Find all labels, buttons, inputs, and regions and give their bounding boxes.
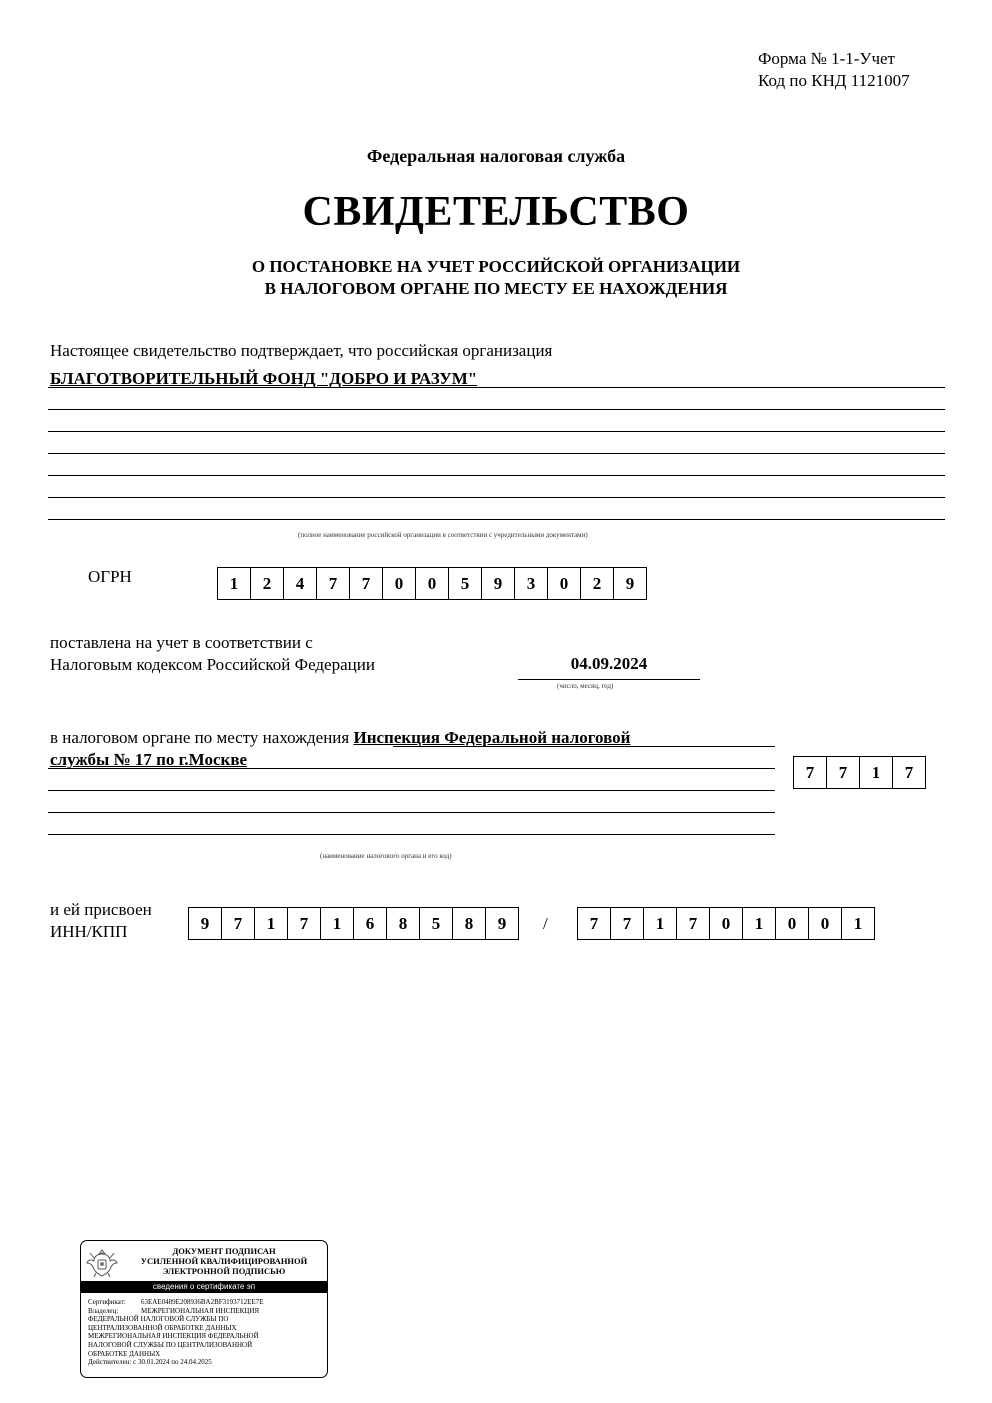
tax-authority-prefix: в налоговом органе по месту нахождения	[50, 728, 354, 747]
kpp-cells	[577, 907, 875, 940]
signature-stamp	[80, 1240, 328, 1378]
tax-code-digit: 7	[794, 757, 827, 788]
stamp-title-line-1: ДОКУМЕНТ ПОДПИСАН	[172, 1246, 276, 1256]
certificate-value: 63EAE0489E208936BA2BF3193712EE7E	[141, 1298, 264, 1306]
tax-code-digit: 7	[904, 763, 914, 782]
organization-name: БЛАГОТВОРИТЕЛЬНЫЙ ФОНД "ДОБРО И РАЗУМ"	[50, 369, 478, 388]
ogrn-digit: 0	[416, 568, 449, 599]
tax-line-5	[48, 834, 775, 835]
document-title: СВИДЕТЕЛЬСТВО	[302, 189, 690, 235]
ogrn-digit: 0	[383, 568, 416, 599]
tax-authority-hint: (наименование налогового органа и его код)	[320, 852, 452, 860]
date-hint: (число, месяц, год)	[557, 682, 614, 690]
ogrn-digit: 7	[317, 568, 350, 599]
owner-line-3: ЦЕНТРАЛИЗОВАННОЙ ОБРАБОТКЕ ДАННЫХ	[88, 1323, 237, 1332]
form-number: Форма № 1-1-Учет	[758, 49, 895, 68]
ogrn-label: ОГРН	[88, 567, 132, 586]
kpp-digit: 7	[611, 908, 644, 939]
kpp-digit: 7	[578, 908, 611, 939]
intro-text: Настоящее свидетельство подтверждает, что российская организация	[50, 341, 553, 360]
tax-authority-name-2: службы № 17 по г.Москве	[50, 750, 248, 769]
registration-line-1: поставлена на учет в соответствии с	[50, 633, 313, 652]
kpp-digit: 7	[677, 908, 710, 939]
agency-name: Федеральная налоговая служба	[366, 146, 626, 166]
inn-digit: 6	[354, 908, 387, 939]
owner-line-2: ФЕДЕРАЛЬНОЙ НАЛОГОВОЙ СЛУЖБЫ ПО	[88, 1315, 229, 1324]
stamp-owner-row	[88, 1307, 322, 1316]
coat-of-arms-icon	[85, 1246, 119, 1280]
inn-kpp-separator: /	[543, 914, 548, 933]
inn-digit: 9	[497, 914, 507, 933]
ogrn-digit: 1	[218, 568, 251, 599]
inn-digit: 9	[189, 908, 222, 939]
knd-code: Код по КНД 1121007	[758, 71, 910, 90]
tax-line-2	[48, 768, 775, 769]
org-line-3	[48, 431, 945, 432]
tax-authority-name-1: Инспекция Федеральной налоговой	[353, 728, 631, 747]
tax-line-4	[48, 812, 775, 813]
kpp-digit: 0	[809, 908, 842, 939]
inn-digit: 1	[321, 908, 354, 939]
ogrn-digit: 9	[625, 574, 635, 593]
kpp-digit: 1	[853, 914, 863, 933]
org-line-4	[48, 453, 945, 454]
tax-code-cells	[793, 756, 926, 789]
ogrn-cells	[217, 567, 647, 600]
tax-code-digit: 7	[827, 757, 860, 788]
owner-line-1: МЕЖРЕГИОНАЛЬНАЯ ИНСПЕКЦИЯ	[141, 1306, 260, 1315]
owner-line-5: НАЛОГОВОЙ СЛУЖБЫ ПО ЦЕНТРАЛИЗОВАННОЙ	[88, 1340, 253, 1349]
org-line-2	[48, 409, 945, 410]
owner-line-4: МЕЖРЕГИОНАЛЬНАЯ ИНСПЕКЦИЯ ФЕДЕРАЛЬНОЙ	[88, 1332, 259, 1341]
stamp-title-line-3: ЭЛЕКТРОННОЙ ПОДПИСЬЮ	[162, 1266, 286, 1276]
tax-authority-line-1	[50, 728, 630, 748]
subtitle-line-2: В НАЛОГОВОМ ОРГАНЕ ПО МЕСТУ ЕЕ НАХОЖДЕНИЯ	[264, 279, 728, 298]
organization-hint: (полное наименование российской организации в соответствии с учредительными документами)	[298, 531, 588, 539]
inn-digit: 5	[420, 908, 453, 939]
inn-digit: 8	[453, 908, 486, 939]
stamp-certificate-bar: сведения о сертификате эп	[81, 1281, 327, 1293]
stamp-body	[88, 1298, 322, 1367]
stamp-certificate-row	[88, 1298, 322, 1307]
inn-cells	[188, 907, 519, 940]
ogrn-digit: 2	[251, 568, 284, 599]
ogrn-digit: 4	[284, 568, 317, 599]
certificate-label: Сертификат:	[88, 1298, 126, 1306]
registration-date: 04.09.2024	[570, 654, 648, 673]
org-line-6	[48, 497, 945, 498]
ogrn-digit: 2	[581, 568, 614, 599]
tax-code-digit: 1	[860, 757, 893, 788]
org-line-1	[48, 387, 945, 388]
registration-line-2: Налоговым кодексом Российской Федерации	[50, 655, 375, 674]
inn-kpp-label-1: и ей присвоен	[50, 900, 152, 919]
document-subtitle	[0, 256, 992, 300]
inn-digit: 1	[255, 908, 288, 939]
kpp-digit: 1	[743, 908, 776, 939]
tax-line-3	[48, 790, 775, 791]
owner-label: Владелец:	[88, 1306, 119, 1315]
ogrn-digit: 9	[482, 568, 515, 599]
inn-digit: 7	[288, 908, 321, 939]
form-code-block	[758, 48, 910, 92]
subtitle-line-1: О ПОСТАНОВКЕ НА УЧЕТ РОССИЙСКОЙ ОРГАНИЗАЦИИ	[251, 257, 741, 276]
ogrn-digit: 5	[449, 568, 482, 599]
validity-period: Действителен: с 30.01.2024 по 24.04.2025	[88, 1358, 212, 1367]
inn-digit: 8	[387, 908, 420, 939]
kpp-digit: 0	[776, 908, 809, 939]
org-line-7	[48, 519, 945, 520]
ogrn-digit: 3	[515, 568, 548, 599]
org-line-5	[48, 475, 945, 476]
tax-line-1	[393, 746, 775, 747]
date-line	[518, 679, 700, 680]
ogrn-digit: 0	[548, 568, 581, 599]
inn-kpp-label-2: ИНН/КПП	[50, 922, 128, 941]
stamp-title-line-2: УСИЛЕННОЙ КВАЛИФИЦИРОВАННОЙ	[140, 1256, 308, 1266]
ogrn-digit: 7	[350, 568, 383, 599]
owner-line-6: ОБРАБОТКЕ ДАННЫХ	[88, 1349, 161, 1358]
stamp-title	[125, 1246, 323, 1276]
kpp-digit: 0	[710, 908, 743, 939]
inn-digit: 7	[222, 908, 255, 939]
kpp-digit: 1	[644, 908, 677, 939]
